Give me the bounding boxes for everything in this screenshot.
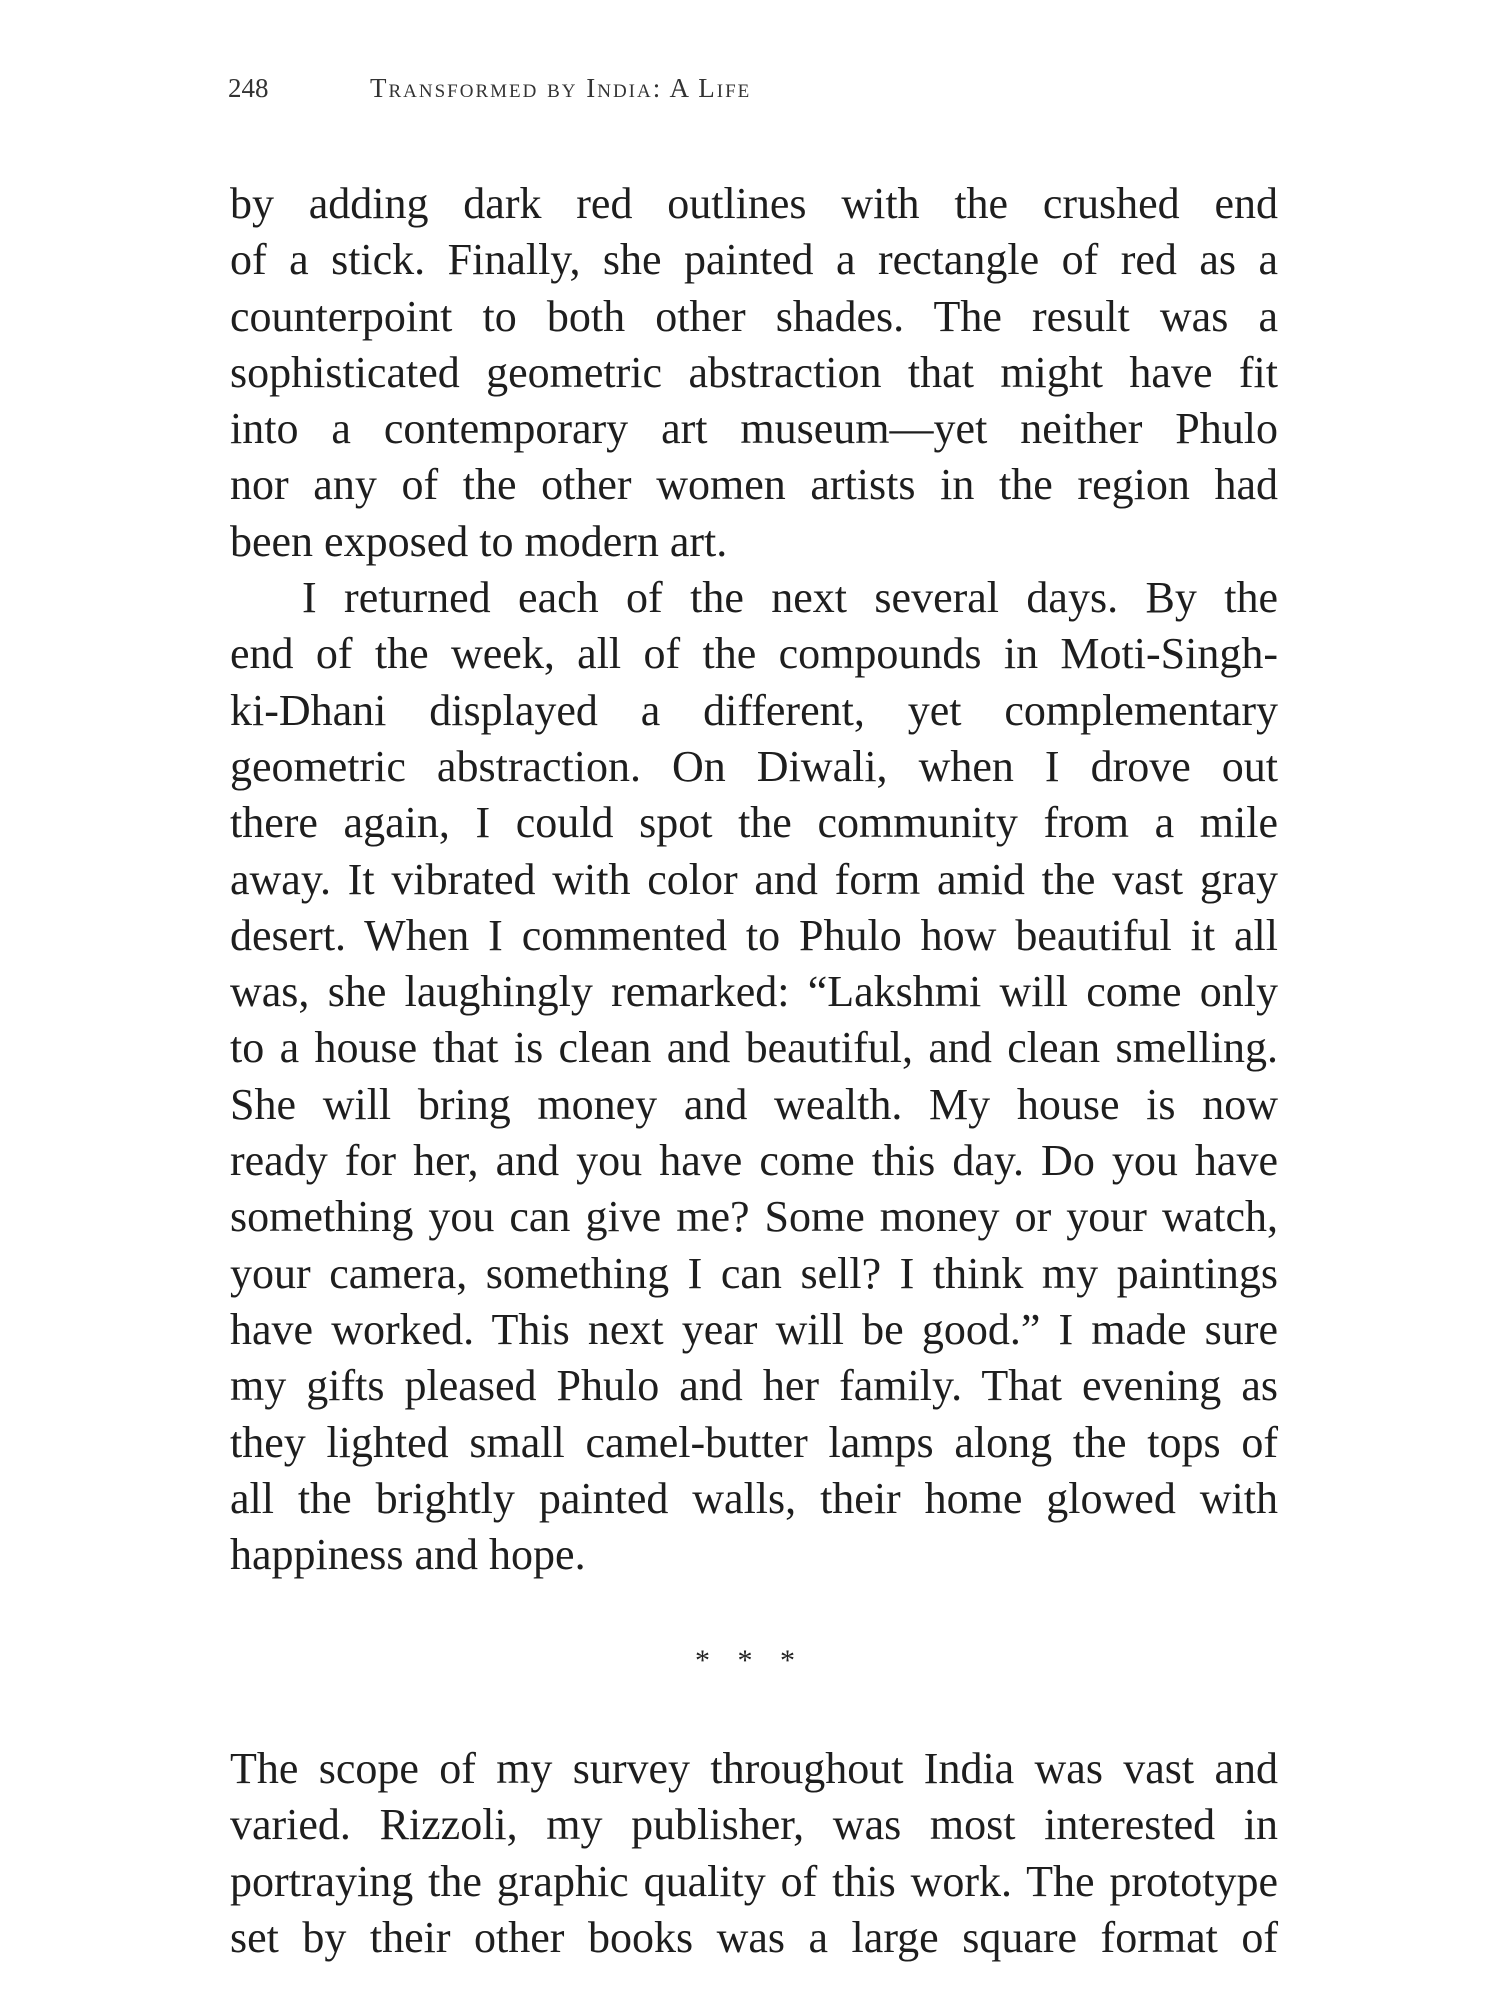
text-line: my gifts pleased Phulo and her family. That evening as <box>230 1361 1278 1411</box>
section-break: * * * <box>695 1644 805 1677</box>
body-text-upper <box>230 176 1278 1583</box>
text-line: portraying the graphic quality of this work. The prototype <box>230 1856 1278 1906</box>
text-line: She will bring money and wealth. My house is now <box>230 1079 1278 1129</box>
text-line: ki-Dhani displayed a different, yet complementary <box>230 685 1278 735</box>
text-line: desert. When I commented to Phulo how beautiful it all <box>230 910 1278 960</box>
text-line: they lighted small camel-butter lamps along the tops of <box>230 1417 1278 1467</box>
text-line: nor any of the other women artists in the region had <box>230 460 1278 510</box>
text-line: something you can give me? Some money or your watch, <box>230 1192 1278 1242</box>
text-line: set by their other books was a large square format of <box>230 1912 1278 1962</box>
text-line: away. It vibrated with color and form amid the vast gray <box>230 854 1278 904</box>
paragraph-2 <box>230 570 1278 1583</box>
paragraph-3 <box>230 1741 1278 1966</box>
text-line: to a house that is clean and beautiful, and clean smelling. <box>230 1023 1278 1073</box>
text-line: sophisticated geometric abstraction that might have fit <box>230 347 1278 397</box>
text-line: into a contemporary art museum—yet neither Phulo <box>230 404 1278 454</box>
text-line: counterpoint to both other shades. The result was a <box>230 291 1278 341</box>
text-line: I returned each of the next several days. By the <box>302 573 1278 623</box>
paragraph-1 <box>230 176 1278 570</box>
text-line: there again, I could spot the community from a mile <box>230 798 1278 848</box>
text-line: end of the week, all of the compounds in Moti-Singh- <box>230 629 1278 679</box>
text-line: varied. Rizzoli, my publisher, was most interested in <box>230 1800 1278 1850</box>
page-number: 248 <box>228 73 269 103</box>
text-line: have worked. This next year will be good.” I made sure <box>230 1304 1278 1354</box>
text-line: been exposed to modern art. <box>230 516 728 566</box>
text-line: by adding dark red outlines with the crushed end <box>230 179 1278 228</box>
text-line: geometric abstraction. On Diwali, when I drove out <box>230 741 1278 791</box>
text-line: ready for her, and you have come this day. Do you have <box>230 1136 1278 1186</box>
text-line: was, she laughingly remarked: “Lakshmi will come only <box>230 967 1278 1017</box>
text-line: your camera, something I can sell? I think my paintings <box>230 1248 1278 1298</box>
text-line: all the brightly painted walls, their home glowed with <box>230 1473 1278 1523</box>
body-text-lower <box>230 1741 1278 1966</box>
text-line: happiness and hope. <box>230 1530 586 1580</box>
text-line: of a stick. Finally, she painted a rectangle of red as a <box>230 235 1278 285</box>
running-head <box>228 68 1278 108</box>
text-line: The scope of my survey throughout India was vast and <box>230 1744 1278 1793</box>
book-title: Transformed by India: A Life <box>370 73 752 103</box>
